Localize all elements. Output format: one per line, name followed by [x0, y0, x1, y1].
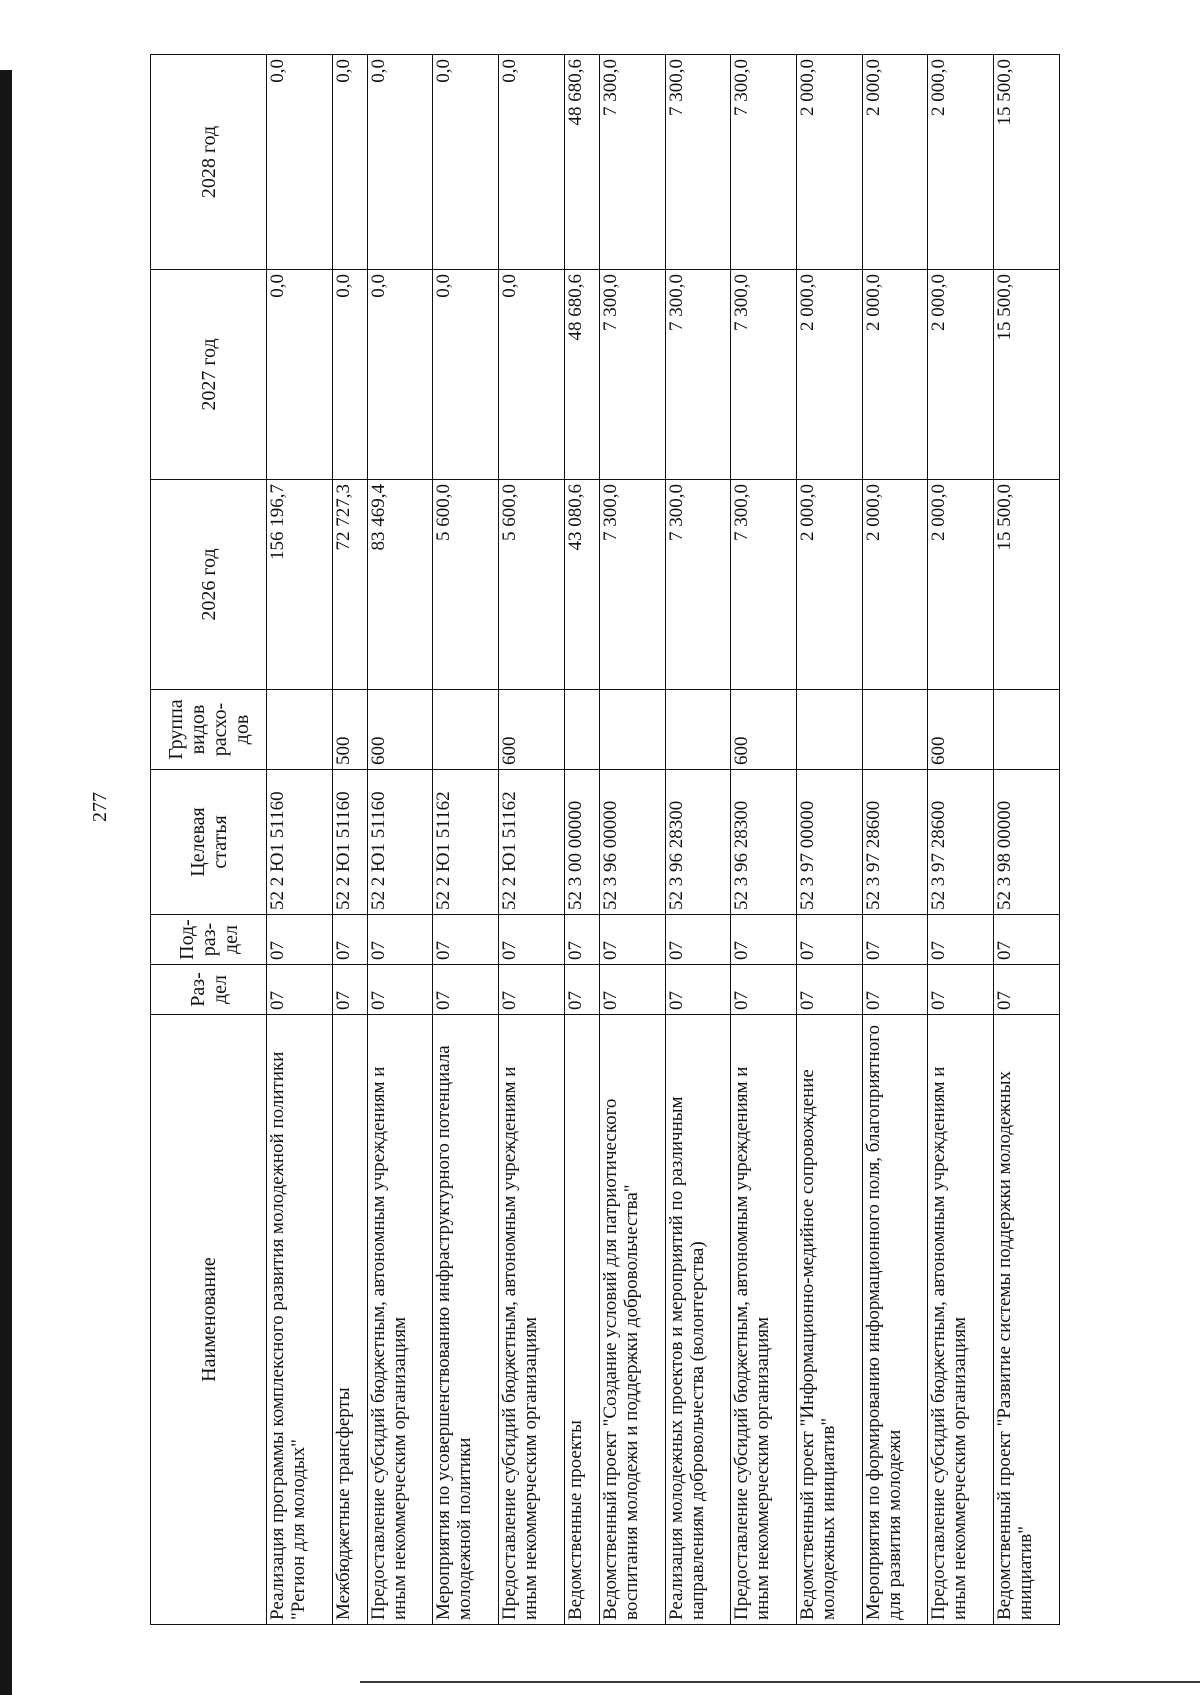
- cell-name: Ведомственный проект "Информационно-медийное сопровождение молодежных инициатив": [797, 1015, 863, 1625]
- cell-gruppa: [994, 690, 1060, 770]
- cell-2027: 2 000,0: [928, 270, 994, 480]
- scan-bottom-line: [360, 1681, 1200, 1683]
- cell-2026: 43 080,6: [564, 480, 599, 690]
- cell-2026: 7 300,0: [599, 480, 665, 690]
- cell-razdel: 07: [862, 965, 928, 1015]
- cell-2028: 0,0: [267, 55, 333, 270]
- cell-razdel: 07: [499, 965, 565, 1015]
- cell-name: Реализация молодежных проектов и мероприятий по различным направлениям добровольчества (волонтерства): [665, 1015, 731, 1625]
- header-celevaya: Целевая статья: [151, 770, 267, 915]
- cell-razdel: 07: [797, 965, 863, 1015]
- table-row: [267, 55, 333, 1625]
- cell-name: Ведомственный проект "Создание условий для патриотического воспитания молодежи и поддержки добровольчества": [599, 1015, 665, 1625]
- budget-table-container: [150, 55, 1060, 1625]
- cell-name: Межбюджетные трансферты: [332, 1015, 367, 1625]
- cell-podrazdel: 07: [731, 915, 797, 965]
- table-row: [928, 55, 994, 1625]
- header-name: Наименование: [151, 1015, 267, 1625]
- cell-podrazdel: 07: [599, 915, 665, 965]
- cell-2026: 7 300,0: [665, 480, 731, 690]
- table-row: [599, 55, 665, 1625]
- cell-2028: 2 000,0: [862, 55, 928, 270]
- cell-2026: 15 500,0: [994, 480, 1060, 690]
- cell-2026: 83 469,4: [367, 480, 433, 690]
- cell-2027: 7 300,0: [731, 270, 797, 480]
- cell-celevaya: 52 3 96 28300: [665, 770, 731, 915]
- cell-celevaya: 52 2 Ю1 51160: [332, 770, 367, 915]
- cell-2026: 2 000,0: [928, 480, 994, 690]
- cell-podrazdel: 07: [433, 915, 499, 965]
- cell-2026: 2 000,0: [797, 480, 863, 690]
- cell-razdel: 07: [928, 965, 994, 1015]
- cell-podrazdel: 07: [499, 915, 565, 965]
- cell-gruppa: 500: [332, 690, 367, 770]
- cell-2028: 7 300,0: [599, 55, 665, 270]
- cell-2028: 7 300,0: [665, 55, 731, 270]
- cell-celevaya: 52 3 00 00000: [564, 770, 599, 915]
- cell-2028: 0,0: [433, 55, 499, 270]
- cell-2028: 0,0: [367, 55, 433, 270]
- cell-razdel: 07: [433, 965, 499, 1015]
- cell-gruppa: 600: [731, 690, 797, 770]
- cell-name: Ведомственный проект "Развитие системы поддержки молодежных инициатив": [994, 1015, 1060, 1625]
- cell-celevaya: 52 3 98 00000: [994, 770, 1060, 915]
- cell-2027: 2 000,0: [862, 270, 928, 480]
- cell-2026: 7 300,0: [731, 480, 797, 690]
- cell-razdel: 07: [665, 965, 731, 1015]
- cell-gruppa: 600: [928, 690, 994, 770]
- cell-razdel: 07: [267, 965, 333, 1015]
- cell-razdel: 07: [367, 965, 433, 1015]
- cell-razdel: 07: [994, 965, 1060, 1015]
- cell-2027: 48 680,6: [564, 270, 599, 480]
- cell-podrazdel: 07: [797, 915, 863, 965]
- cell-celevaya: 52 2 Ю1 51160: [267, 770, 333, 915]
- header-podrazdel: Под- раз- дел: [151, 915, 267, 965]
- table-row: [332, 55, 367, 1625]
- cell-podrazdel: 07: [994, 915, 1060, 965]
- cell-gruppa: [564, 690, 599, 770]
- header-razdel: Раз- дел: [151, 965, 267, 1015]
- cell-name: Предоставление субсидий бюджетным, автономным учреждениям и иным некоммерческим организациям: [928, 1015, 994, 1625]
- cell-2026: 5 600,0: [499, 480, 565, 690]
- header-gruppa: Группа видов расхо- дов: [151, 690, 267, 770]
- cell-podrazdel: 07: [928, 915, 994, 965]
- cell-name: Предоставление субсидий бюджетным, автономным учреждениям и иным некоммерческим организациям: [731, 1015, 797, 1625]
- table-row: [665, 55, 731, 1625]
- table-row: [862, 55, 928, 1625]
- cell-podrazdel: 07: [332, 915, 367, 965]
- header-2026: 2026 год: [151, 480, 267, 690]
- table-body: [267, 55, 1060, 1625]
- cell-2028: 0,0: [332, 55, 367, 270]
- header-2027: 2027 год: [151, 270, 267, 480]
- cell-2027: 15 500,0: [994, 270, 1060, 480]
- cell-name: Ведомственные проекты: [564, 1015, 599, 1625]
- cell-2028: 0,0: [499, 55, 565, 270]
- cell-celevaya: 52 2 Ю1 51160: [367, 770, 433, 915]
- table-row: [564, 55, 599, 1625]
- cell-podrazdel: 07: [367, 915, 433, 965]
- cell-2027: 7 300,0: [665, 270, 731, 480]
- cell-razdel: 07: [731, 965, 797, 1015]
- cell-2028: 2 000,0: [928, 55, 994, 270]
- cell-celevaya: 52 3 96 28300: [731, 770, 797, 915]
- table-row: [731, 55, 797, 1625]
- cell-razdel: 07: [599, 965, 665, 1015]
- table-row: [797, 55, 863, 1625]
- table-row: [499, 55, 565, 1625]
- cell-2027: 0,0: [367, 270, 433, 480]
- cell-2027: 0,0: [267, 270, 333, 480]
- cell-2027: 2 000,0: [797, 270, 863, 480]
- cell-name: Мероприятия по усовершенствованию инфраструктурного потенциала молодежной политики: [433, 1015, 499, 1625]
- budget-table: [150, 54, 1060, 1625]
- cell-gruppa: [665, 690, 731, 770]
- cell-celevaya: 52 2 Ю1 51162: [499, 770, 565, 915]
- cell-gruppa: [433, 690, 499, 770]
- cell-celevaya: 52 3 97 00000: [797, 770, 863, 915]
- cell-razdel: 07: [332, 965, 367, 1015]
- cell-celevaya: 52 3 97 28600: [862, 770, 928, 915]
- cell-podrazdel: 07: [665, 915, 731, 965]
- page-number: 277: [89, 792, 111, 822]
- table-header-row: [151, 55, 267, 1625]
- cell-2026: 5 600,0: [433, 480, 499, 690]
- cell-name: Предоставление субсидий бюджетным, автономным учреждениям и иным некоммерческим организациям: [499, 1015, 565, 1625]
- header-2028: 2028 год: [151, 55, 267, 270]
- cell-2027: 0,0: [332, 270, 367, 480]
- cell-podrazdel: 07: [267, 915, 333, 965]
- cell-2027: 7 300,0: [599, 270, 665, 480]
- cell-name: Реализация программы комплексного развития молодежной политики "Регион для молодых": [267, 1015, 333, 1625]
- cell-celevaya: 52 3 97 28600: [928, 770, 994, 915]
- cell-gruppa: 600: [499, 690, 565, 770]
- cell-2028: 2 000,0: [797, 55, 863, 270]
- cell-2026: 72 727,3: [332, 480, 367, 690]
- cell-gruppa: [862, 690, 928, 770]
- cell-gruppa: [267, 690, 333, 770]
- table-row: [994, 55, 1060, 1625]
- cell-2028: 7 300,0: [731, 55, 797, 270]
- cell-2026: 2 000,0: [862, 480, 928, 690]
- table-row: [433, 55, 499, 1625]
- cell-gruppa: [797, 690, 863, 770]
- cell-celevaya: 52 2 Ю1 51162: [433, 770, 499, 915]
- cell-name: Предоставление субсидий бюджетным, автономным учреждениям и иным некоммерческим организациям: [367, 1015, 433, 1625]
- cell-2026: 156 196,7: [267, 480, 333, 690]
- cell-2028: 15 500,0: [994, 55, 1060, 270]
- cell-gruppa: [599, 690, 665, 770]
- cell-2028: 48 680,6: [564, 55, 599, 270]
- cell-gruppa: 600: [367, 690, 433, 770]
- cell-razdel: 07: [564, 965, 599, 1015]
- scan-left-edge: [0, 70, 12, 1695]
- cell-2027: 0,0: [499, 270, 565, 480]
- cell-celevaya: 52 3 96 00000: [599, 770, 665, 915]
- table-row: [367, 55, 433, 1625]
- cell-2027: 0,0: [433, 270, 499, 480]
- cell-name: Мероприятия по формированию информационного поля, благоприятного для развития молодежи: [862, 1015, 928, 1625]
- cell-podrazdel: 07: [862, 915, 928, 965]
- cell-podrazdel: 07: [564, 915, 599, 965]
